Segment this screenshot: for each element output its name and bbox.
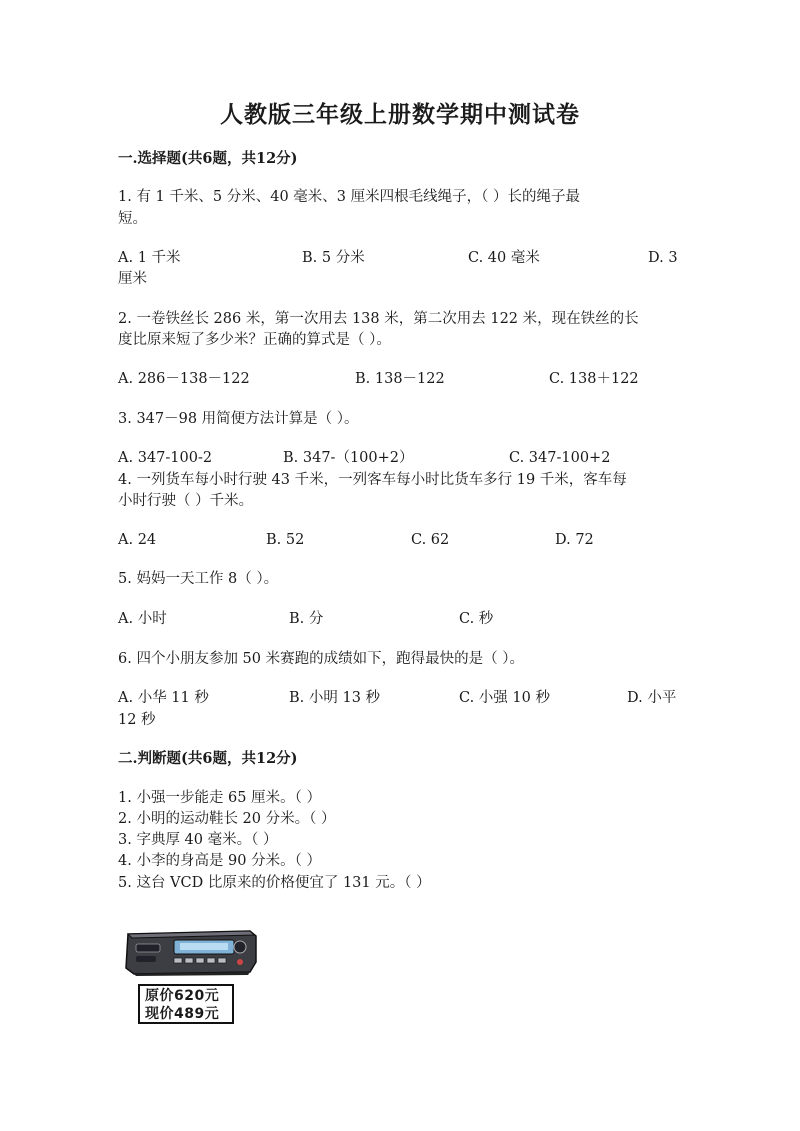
q4-option-d[interactable]: D. 72 xyxy=(555,532,594,548)
q2-stem-line1: 2. 一卷铁丝长 286 米，第一次用去 138 米，第二次用去 122 米，现在铁丝的长 xyxy=(118,311,639,327)
q6-option-b[interactable]: B. 小明 13 秒 xyxy=(289,690,381,706)
section2-heading: 二.判断题(共6题，共12分) xyxy=(118,750,298,767)
q1-stem-line1: 1. 有 1 千米、5 分米、40 毫米、3 厘米四根毛线绳子，（ ）长的绳子最 xyxy=(118,189,580,205)
q2-option-a[interactable]: A. 286－138－122 xyxy=(118,371,250,387)
q3-option-a[interactable]: A. 347-100-2 xyxy=(118,450,213,466)
page-title: 人教版三年级上册数学期中测试卷 xyxy=(220,101,580,128)
q1-option-d[interactable]: D. 3 xyxy=(648,250,678,266)
q2-option-b[interactable]: B. 138－122 xyxy=(355,371,445,387)
q6-option-d-wrap: 12 秒 xyxy=(118,712,156,728)
vcd-player-icon xyxy=(122,928,258,976)
q4-option-b[interactable]: B. 52 xyxy=(266,532,305,548)
current-price: 现价489元 xyxy=(145,1006,220,1022)
q4-option-a[interactable]: A. 24 xyxy=(118,532,157,548)
q4-option-c[interactable]: C. 62 xyxy=(411,532,450,548)
judge-item-4: 4. 小李的身高是 90 分米。（ ） xyxy=(118,853,321,869)
q4-stem-line1: 4. 一列货车每小时行驶 43 千米，一列客车每小时比货车多行 19 千米，客车每 xyxy=(118,472,627,488)
q2-stem-line2: 度比原来短了多少米？正确的算式是（ ）。 xyxy=(118,332,391,348)
q6-option-c[interactable]: C. 小强 10 秒 xyxy=(459,690,550,706)
q1-option-a[interactable]: A. 1 千米 xyxy=(118,250,181,266)
section1-heading: 一.选择题(共6题，共12分) xyxy=(118,150,298,167)
judge-item-2: 2. 小明的运动鞋长 20 分米。（ ） xyxy=(118,811,336,827)
q3-option-b[interactable]: B. 347-（100+2） xyxy=(283,450,414,466)
q5-stem: 5. 妈妈一天工作 8（ ）。 xyxy=(118,571,279,587)
q1-option-c[interactable]: C. 40 毫米 xyxy=(468,250,540,266)
q6-stem: 6. 四个小朋友参加 50 米赛跑的成绩如下，跑得最快的是（ ）。 xyxy=(118,651,524,667)
q3-option-c[interactable]: C. 347-100+2 xyxy=(509,450,611,466)
q1-stem-line2: 短。 xyxy=(118,211,147,227)
q4-stem-line2: 小时行驶（ ）千米。 xyxy=(118,493,254,509)
q5-option-b[interactable]: B. 分 xyxy=(289,611,324,627)
q3-stem: 3. 347－98 用简便方法计算是（ ）。 xyxy=(118,411,359,427)
judge-item-1: 1. 小强一步能走 65 厘米。（ ） xyxy=(118,790,321,806)
q1-option-b[interactable]: B. 5 分米 xyxy=(302,250,365,266)
q6-option-d[interactable]: D. 小平 xyxy=(627,690,677,706)
q2-option-c[interactable]: C. 138＋122 xyxy=(549,371,639,387)
price-tag xyxy=(138,984,234,1024)
judge-item-5: 5. 这台 VCD 比原来的价格便宜了 131 元。（ ） xyxy=(118,875,431,891)
q5-option-c[interactable]: C. 秒 xyxy=(459,611,494,627)
judge-item-3: 3. 字典厚 40 毫米。（ ） xyxy=(118,832,278,848)
q5-option-a[interactable]: A. 小时 xyxy=(118,611,167,627)
original-price: 原价620元 xyxy=(145,988,220,1004)
q6-option-a[interactable]: A. 小华 11 秒 xyxy=(118,690,209,706)
q1-option-d-wrap: 厘米 xyxy=(118,271,147,287)
